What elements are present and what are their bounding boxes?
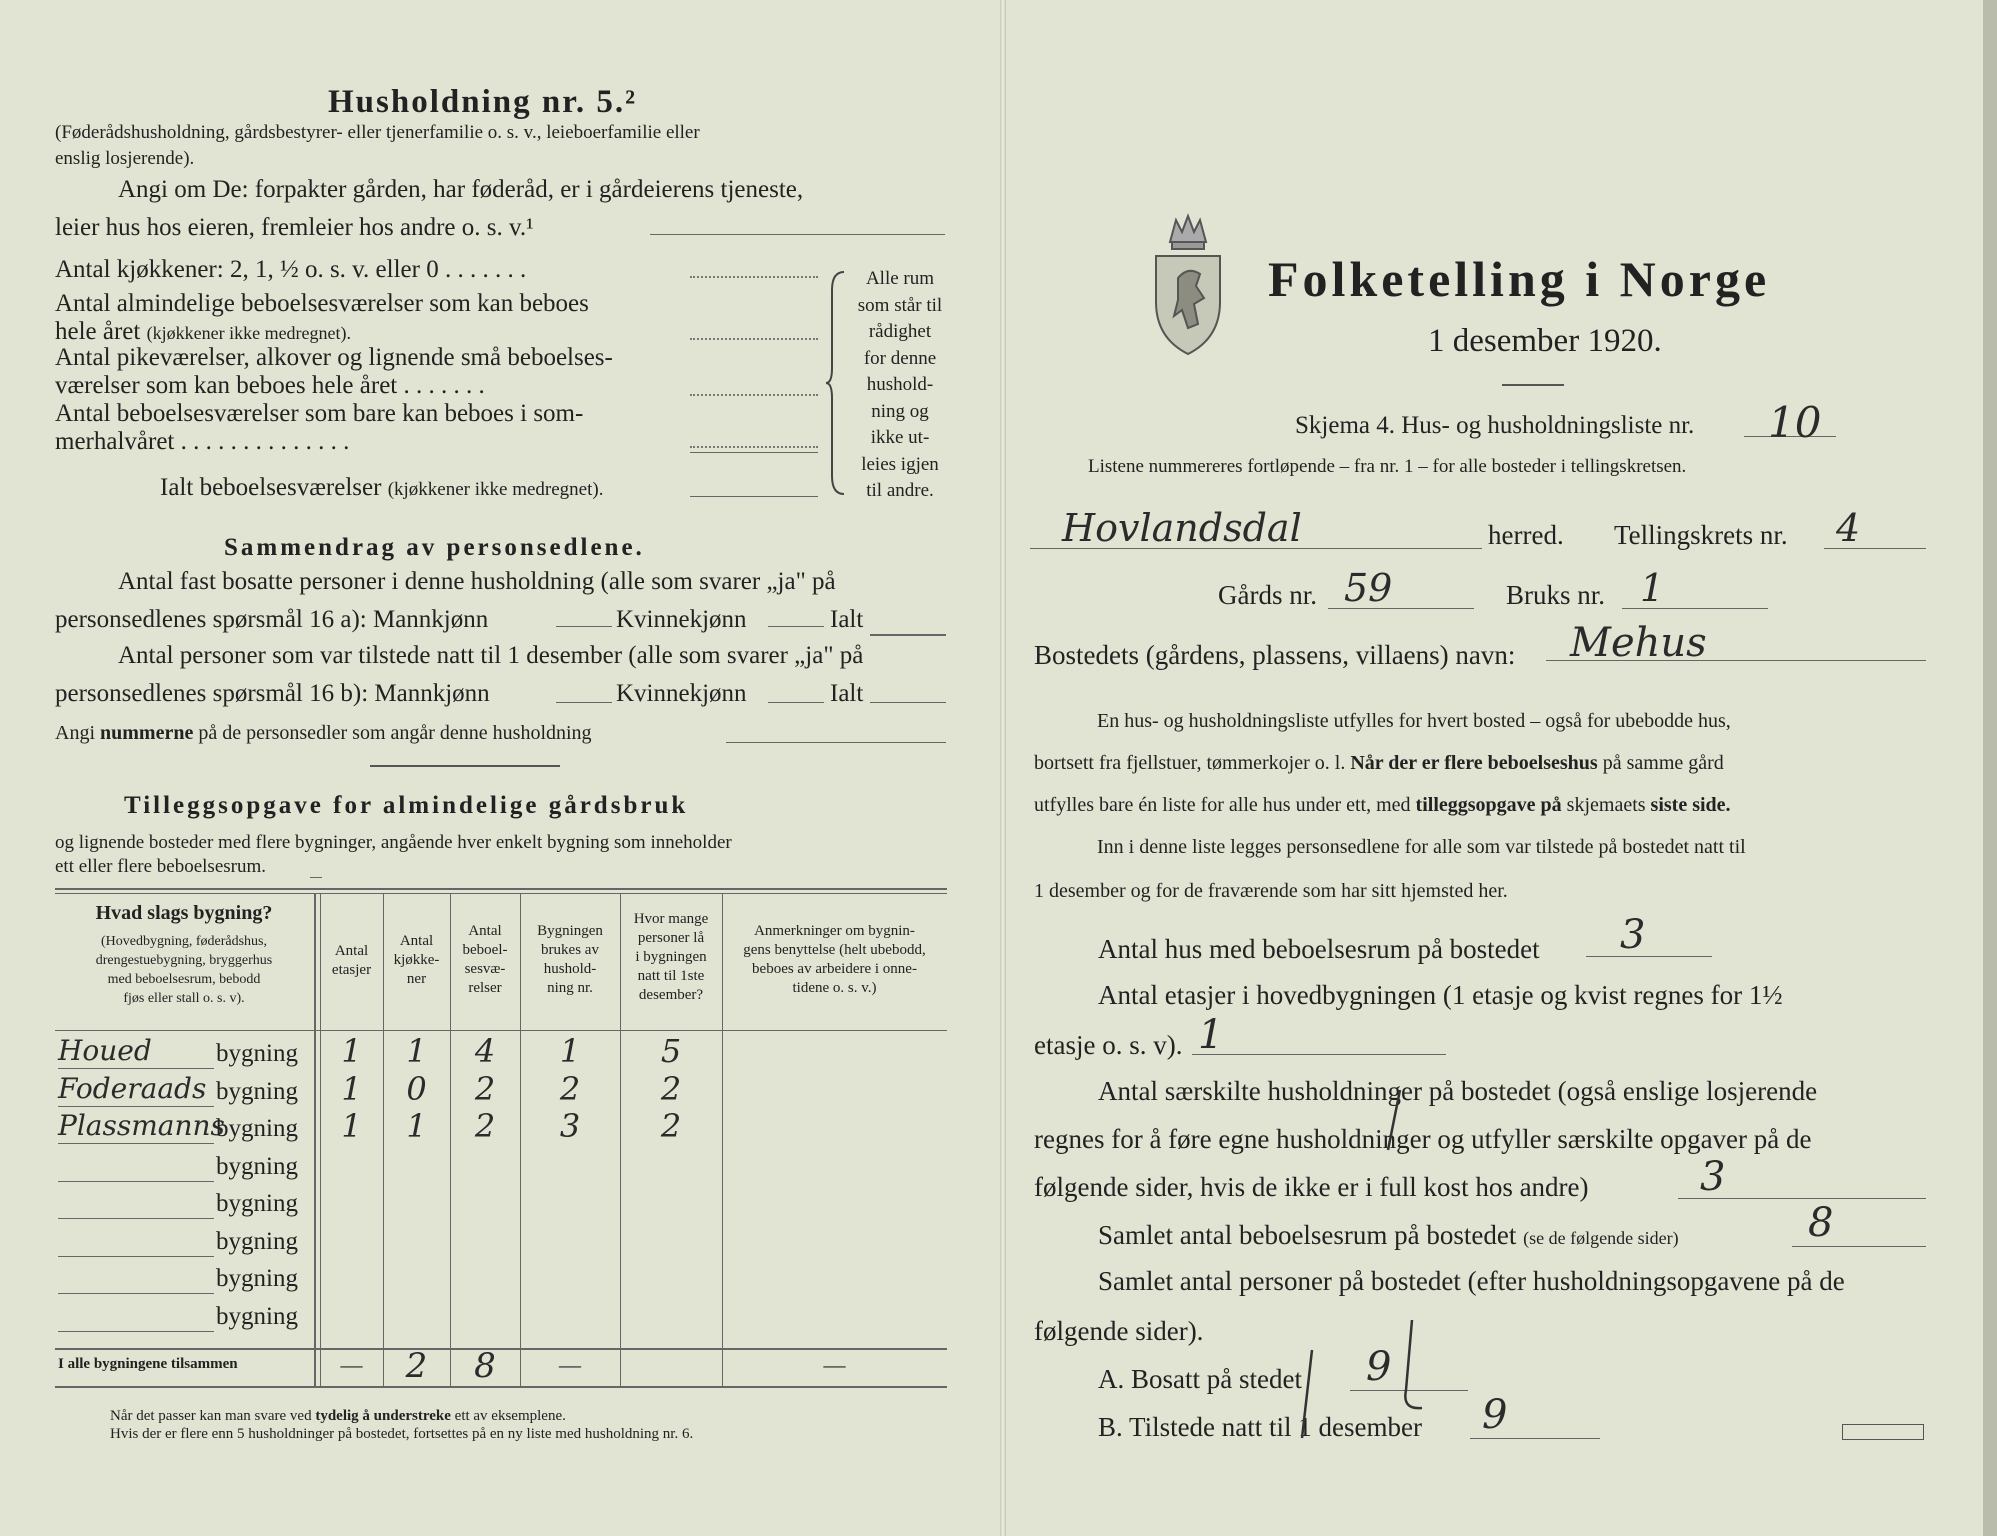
fast-ialt: Ialt — [830, 606, 864, 633]
ialt-line: Ialt beboelsesværelser (kjøkkener ikke medregnet). — [160, 474, 604, 501]
header-line: ner — [406, 971, 427, 987]
gards-label: Gårds nr. — [1218, 580, 1317, 610]
cell-hush: 3 — [559, 1107, 581, 1145]
header-line: ning nr. — [547, 980, 593, 996]
fast-line-2: personsedlenes spørsmål 16 a): Mannkjønn — [55, 606, 489, 633]
alm-line-2: hele året (kjøkkener ikke medregnet). — [55, 318, 352, 345]
header-line: Antal — [399, 933, 434, 949]
cell-etasjer: 1 — [341, 1069, 362, 1108]
info-line-3: utfylles bare én liste for alle hus under ett, med tilleggsopgave på skjemaets siste side. — [1034, 794, 1731, 816]
footnote-2: Hvis der er flere enn 5 husholdninger på bostedet, fortsettes på en ny liste med husholdning nr. 6. — [110, 1426, 694, 1442]
cell-pers: 2 — [660, 1069, 682, 1108]
side-note — [850, 266, 950, 505]
total-vaerelser: 8 — [474, 1346, 496, 1386]
cell-vaer: 2 — [474, 1107, 496, 1145]
info-line-1: En hus- og husholdningsliste utfylles for hvert bosted – også for ubebodde hus, — [1097, 710, 1731, 732]
nummerne-line: Angi nummerne på de personsedler som angår denne husholdning — [55, 722, 592, 744]
side-note-line: ikke ut- — [870, 427, 930, 448]
printer-stamp — [1842, 1424, 1924, 1440]
bruks-value: 1 — [1640, 566, 1665, 610]
building-label: bygning — [216, 1152, 298, 1180]
header-line: beboel- — [462, 942, 508, 958]
col-header-anmerkninger — [722, 922, 947, 998]
header-line: Antal — [334, 943, 369, 959]
antal-hus-label: Antal hus med beboelsesrum på bostedet — [1098, 934, 1540, 964]
col-header-building-title: Hvad slags bygning? — [95, 902, 273, 924]
header-line: med beboelsesrum, bebodd — [107, 972, 261, 987]
saer-line-2: regnes for å føre egne husholdninger og utfyller særskilte opgaver på de — [1034, 1124, 1812, 1154]
antal-hus-value: 3 — [1620, 912, 1646, 958]
building-name: Houed — [58, 1034, 152, 1067]
household-note-1: (Føderådshusholdning, gårdsbestyrer- eller tjenerfamilie o. s. v., leieboerfamilie eller — [55, 122, 700, 143]
tillegg-title: Tilleggsopgave for almindelige gårdsbruk — [124, 792, 689, 819]
header-line: kjøkke- — [393, 952, 440, 968]
header-line: etasjer — [331, 962, 372, 978]
angi-line-1: Angi om De: forpakter gården, har føderåd, er i gårdeierens tjeneste, — [118, 176, 804, 203]
cell-vaer: 4 — [474, 1032, 496, 1070]
pencil-mark — [1152, 1090, 1452, 1450]
tilstede-label: B. Tilstede natt til 1 desember — [1098, 1412, 1422, 1442]
bosted-label: Bostedets (gårdens, plassens, villaens) navn: — [1034, 640, 1516, 670]
page-fold — [1000, 0, 1006, 1536]
header-line: relser — [468, 980, 502, 996]
side-note-line: hushold- — [866, 374, 934, 395]
bruks-label: Bruks nr. — [1506, 580, 1606, 610]
building-label: bygning — [216, 1115, 298, 1142]
total-anmerkninger: — — [823, 1352, 846, 1377]
col-header-kjokken — [383, 932, 450, 989]
saer-line-1: Antal særskilte husholdninger på bostedet (også enslige losjerende — [1098, 1076, 1818, 1106]
coat-of-arms-icon — [1148, 212, 1228, 358]
side-note-line: leies igjen — [861, 453, 939, 475]
bosatt-label: A. Bosatt på stedet — [1098, 1364, 1302, 1394]
side-note-line: rådighet — [868, 321, 932, 342]
etasjer-line-1: Antal etasjer i hovedbygningen (1 etasje og kvist regnes for 1½ — [1098, 980, 1783, 1010]
side-note-line: til andre. — [866, 480, 934, 501]
building-name: Foderaads — [58, 1071, 207, 1105]
skjema-label: Skjema 4. Hus- og husholdningsliste nr. — [1295, 412, 1695, 439]
header-line: beboes av arbeidere i onne- — [752, 961, 917, 977]
side-note-line: som står til — [857, 294, 943, 316]
samlet-rum-value: 8 — [1808, 1200, 1834, 1246]
gards-value: 59 — [1344, 566, 1393, 610]
building-label: bygning — [216, 1040, 298, 1067]
header-line: gens benyttelse (helt ubebodd, — [743, 942, 926, 958]
cell-etasjer: 1 — [341, 1032, 362, 1070]
header-line: tidene o. s. v.) — [792, 980, 877, 996]
sammendrag-title: Sammendrag av personsedlene. — [224, 534, 645, 561]
total-husholdning: — — [559, 1352, 581, 1377]
cell-kjokken: 1 — [406, 1107, 427, 1145]
building-label: bygning — [216, 1227, 298, 1255]
listene-note: Listene nummereres fortløpende – fra nr. 1 – for alle bosteder i tellingskretsen. — [1088, 456, 1687, 477]
etasjer-line-2: etasje o. s. v). — [1034, 1030, 1183, 1060]
side-note-line: for denne — [863, 347, 937, 369]
cell-kjokken: 0 — [406, 1069, 427, 1108]
header-line: hushold- — [543, 961, 597, 977]
side-note-line: ning og — [871, 400, 929, 422]
tellingskrets-label: Tellingskrets nr. — [1614, 520, 1788, 550]
header-line: Anmerkninger om bygnin- — [754, 923, 915, 939]
header-line: Bygningen — [537, 923, 603, 939]
info-line-4: Inn i denne liste legges personsedlene for alle som var tilstede på bostedet natt til — [1097, 836, 1746, 858]
samlet-rum-label: Samlet antal beboelsesrum på bostedet (se de følgende sider) — [1098, 1220, 1679, 1250]
tellingskrets-value: 4 — [1836, 506, 1861, 550]
header-line: i bygningen — [635, 949, 707, 965]
tilst-line-1: Antal personer som var tilstede natt til 1 desember (alle som svarer „ja" på — [118, 642, 864, 669]
sommer-line-1: Antal beboelsesværelser som bare kan beboes i som- — [55, 400, 584, 427]
cell-hush: 1 — [559, 1032, 581, 1070]
building-label: bygning — [216, 1302, 298, 1330]
etasjer-value: 1 — [1198, 1012, 1224, 1058]
col-header-building — [55, 932, 313, 1008]
pike-line-1: Antal pikeværelser, alkover og lignende små beboelses- — [55, 344, 613, 371]
tilst-kvinne: Kvinnekjønn — [616, 680, 747, 707]
bosted-value: Mehus — [1570, 620, 1707, 666]
total-label: I alle bygningene tilsammen — [58, 1356, 238, 1372]
cell-etasjer: 1 — [341, 1107, 362, 1145]
tilstede-value: 9 — [1482, 1392, 1508, 1438]
header-line: fjøs eller stall o. s. v). — [123, 991, 245, 1006]
col-header-etasjer — [320, 942, 383, 980]
household-note-2: enslig losjerende). — [55, 148, 195, 169]
household-title: Husholdning nr. 5.² — [328, 84, 637, 120]
cell-kjokken: 1 — [406, 1032, 427, 1070]
building-label: bygning — [216, 1190, 298, 1217]
building-label: bygning — [216, 1265, 298, 1292]
col-header-husholdning — [520, 922, 620, 998]
col-header-vaerelser — [450, 922, 520, 998]
total-etasjer: — — [340, 1352, 363, 1377]
tilst-line-2: personsedlenes spørsmål 16 b): Mannkjønn — [55, 680, 490, 707]
info-line-5: 1 desember og for de fraværende som har sitt hjemsted her. — [1034, 880, 1508, 902]
cell-vaer: 2 — [474, 1069, 496, 1108]
header-line: brukes av — [541, 942, 599, 958]
fast-kvinne: Kvinnekjønn — [616, 606, 747, 633]
cell-hush: 2 — [559, 1069, 581, 1108]
saer-value: 3 — [1700, 1154, 1726, 1200]
page-edge — [1983, 0, 1997, 1536]
building-name: Plassmanns — [58, 1109, 225, 1142]
side-note-line: Alle rum — [865, 268, 935, 289]
sommer-line-2: merhalvåret . . . . . . . . . . . . . . — [55, 428, 350, 455]
fast-line-1: Antal fast bosatte personer i denne husholdning (alle som svarer „ja" på — [118, 568, 836, 595]
form-date: 1 desember 1920. — [1428, 323, 1662, 359]
building-label: bygning — [216, 1077, 298, 1105]
skjema-nr-value: 10 — [1768, 398, 1822, 447]
header-line: Antal — [468, 923, 502, 939]
pike-line-2: værelser som kan beboes hele året . . . . . . . — [55, 372, 485, 399]
footnote-1: Når det passer kan man svare ved tydelig å understreke ett av eksemplene. — [110, 1408, 566, 1424]
tilst-ialt: Ialt — [830, 680, 864, 707]
samlet-pers-line-1: Samlet antal personer på bostedet (efter husholdningsopgavene på de — [1098, 1266, 1845, 1296]
herred-value: Hovlandsdal — [1062, 506, 1302, 550]
angi-line-2: leier hus hos eieren, fremleier hos andre o. s. v.¹ — [55, 214, 534, 241]
total-kjokken: 2 — [405, 1346, 428, 1386]
header-line: personer lå — [637, 930, 705, 946]
header-line: (Hovedbygning, føderådshus, — [100, 934, 268, 949]
info-line-2: bortsett fra fjellstuer, tømmerkojer o. l. Når der er flere beboelseshus på samme gård — [1034, 752, 1724, 774]
samlet-pers-line-2: følgende sider). — [1034, 1316, 1204, 1346]
alm-line-1: Antal almindelige beboelsesværelser som kan beboes — [55, 290, 589, 317]
col-header-personer — [620, 910, 722, 1005]
tillegg-line-2: ett eller flere beboelsesrum. — [55, 856, 267, 877]
kjokken-line: Antal kjøkkener: 2, 1, ½ o. s. v. eller 0 . . . . . . . — [55, 256, 527, 283]
form-title: Folketelling i Norge — [1268, 251, 1771, 307]
cell-pers: 5 — [660, 1032, 682, 1070]
cell-pers: 2 — [660, 1107, 682, 1145]
herred-label: herred. — [1488, 520, 1564, 550]
angi-answer-line — [650, 234, 945, 235]
header-line: natt til 1ste — [637, 968, 705, 984]
bosatt-value: 9 — [1366, 1344, 1392, 1390]
section-divider — [370, 765, 560, 767]
tillegg-line-1: og lignende bosteder med flere bygninger, angående hver enkelt bygning som inneholder — [55, 832, 732, 853]
header-line: Hvor mange — [633, 911, 709, 927]
header-line: desember? — [638, 987, 704, 1003]
brace-icon — [824, 270, 848, 496]
saer-line-3: følgende sider, hvis de ikke er i full kost hos andre) — [1034, 1172, 1589, 1202]
header-line: drengestuebygning, bryggerhus — [95, 953, 273, 968]
header-line: sesvæ- — [464, 961, 506, 977]
